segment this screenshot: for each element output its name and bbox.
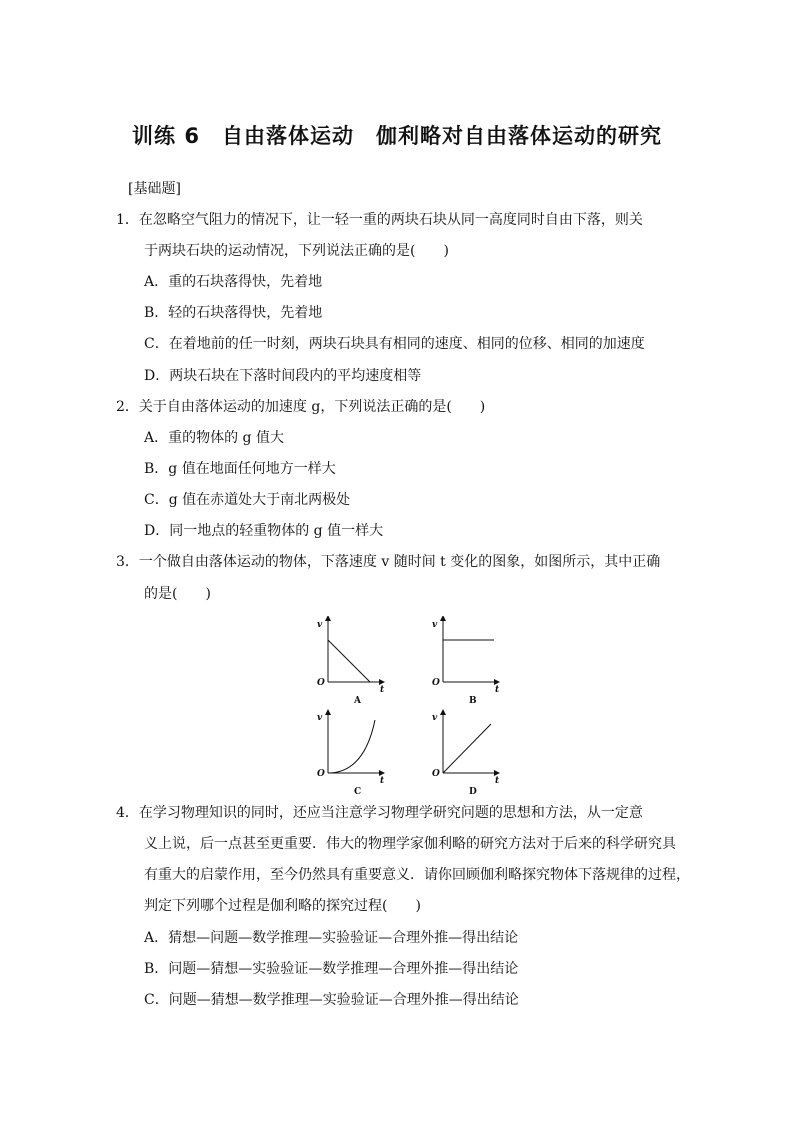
question-4-line-1: 4．在学习物理知识的同时，还应当注意学习物理学研究问题的思想和方法，从一定意 <box>116 805 643 821</box>
curve-concave-up-curve <box>328 720 375 773</box>
graph-caption-d: D <box>469 787 477 797</box>
question-4-line-4: 判定下列哪个过程是伽利略的探究过程( ) <box>144 898 421 914</box>
x-axis-label: t <box>495 685 500 695</box>
y-axis-label: v <box>317 620 323 630</box>
question-2-option-d: D．同一地点的轻重物体的 g 值一样大 <box>144 523 384 539</box>
question-4-option-c: C．问题—猜想—数学推理—实验验证—合理外推—得出结论 <box>144 992 519 1008</box>
graph-caption-b: B <box>469 696 477 706</box>
graph-panel-b <box>432 618 500 706</box>
question-4-line-2: 义上说，后一点甚至更重要．伟大的物理学家伽利略的研究方法对于后来的科学研究具 <box>144 836 676 852</box>
y-axis-label: v <box>432 620 438 630</box>
question-1-option-d: D．两块石块在下落时间段内的平均速度相等 <box>144 368 422 384</box>
question-2-option-b: B．g 值在地面任何地方一样大 <box>144 461 336 477</box>
origin-label: O <box>317 678 325 688</box>
graph-panel-d <box>432 712 500 797</box>
y-axis-label: v <box>317 713 323 723</box>
page-title: 训练 6 自由落体运动 伽利略对自由落体运动的研究 <box>132 124 662 148</box>
origin-label: O <box>432 678 440 688</box>
question-1-line-1: 1．在忽略空气阻力的情况下，让一轻一重的两块石块从同一高度同时自由下落，则关 <box>116 212 643 228</box>
question-4-option-b: B．问题—猜想—实验验证—数学推理—合理外推—得出结论 <box>144 961 519 977</box>
question-4-option-a: A．猜想—问题—数学推理—实验验证—合理外推—得出结论 <box>144 930 519 946</box>
section-label: [基础题] <box>128 181 181 197</box>
curve-decreasing-line <box>328 640 370 682</box>
question-1-option-c: C．在着地前的任一时刻，两块石块具有相同的速度、相同的位移、相同的加速度 <box>144 336 645 352</box>
x-axis-label: t <box>380 776 385 786</box>
question-2-line-1: 2．关于自由落体运动的加速度 g，下列说法正确的是( ) <box>116 399 486 415</box>
vt-graph-figure <box>312 616 512 806</box>
question-1-line-2: 于两块石块的运动情况，下列说法正确的是( ) <box>144 243 449 259</box>
question-4-line-3: 有重大的启蒙作用，至今仍然具有重要意义．请你回顾伽利略探究物体下落规律的过程， <box>144 867 690 883</box>
graph-caption-a: A <box>354 696 361 706</box>
question-3-line-1: 3．一个做自由落体运动的物体，下落速度 v 随时间 t 变化的图象，如图所示，其中正确 <box>116 554 661 570</box>
question-1-option-a: A．重的石块落得快，先着地 <box>144 274 323 290</box>
question-2-option-a: A．重的物体的 g 值大 <box>144 430 284 446</box>
curve-increasing-line <box>443 724 491 773</box>
origin-label: O <box>432 769 440 779</box>
graph-caption-c: C <box>354 787 362 797</box>
vt-graphs-svg <box>312 616 512 806</box>
graph-panel-a <box>317 618 385 706</box>
question-1-option-b: B．轻的石块落得快，先着地 <box>144 305 323 321</box>
question-3-line-2: 的是( ) <box>144 586 211 602</box>
question-2-option-c: C．g 值在赤道处大于南北两极处 <box>144 492 351 508</box>
y-axis-label: v <box>432 713 438 723</box>
x-axis-label: t <box>495 776 500 786</box>
origin-label: O <box>317 769 325 779</box>
x-axis-label: t <box>380 685 385 695</box>
graph-panel-c <box>317 712 385 797</box>
